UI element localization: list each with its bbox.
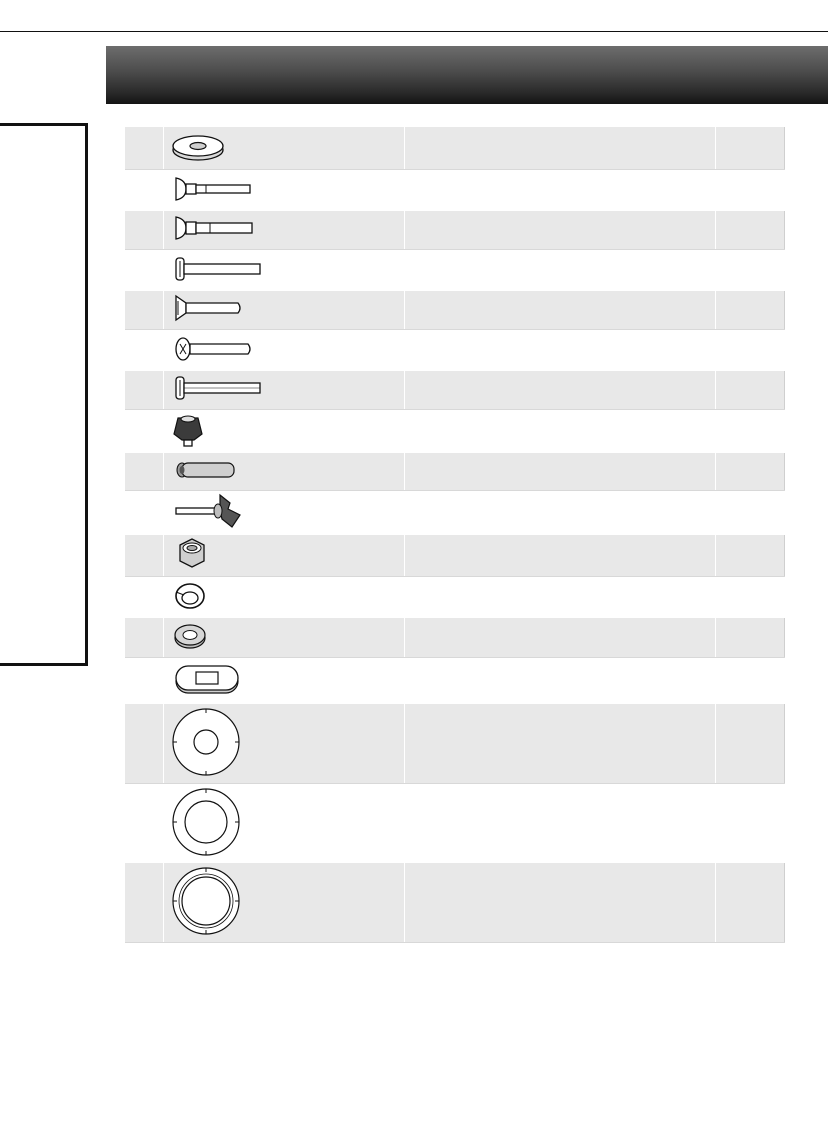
part-image-cell [164,783,405,863]
oval-spacer-washer-icon [170,661,405,700]
part-image-cell [164,169,405,211]
part-number-cell [125,409,164,453]
phillips-pan-head-bolt-xl-icon [170,373,404,406]
knob-nut-icon [170,410,405,453]
part-quantity-cell [716,291,785,329]
part-quantity-cell [716,127,785,169]
part-number-cell [125,618,164,658]
part-quantity-cell [716,704,785,784]
part-description-cell [405,249,716,291]
part-description-cell [405,211,716,249]
parts-table-row [125,211,785,249]
part-quantity-cell [716,211,785,249]
part-description-cell [405,576,716,618]
parts-table-row [125,291,785,329]
part-description-cell [405,535,716,577]
part-quantity-cell [716,658,785,704]
part-quantity-cell [716,491,785,535]
part-quantity-cell [716,371,785,409]
part-description-cell [405,371,716,409]
spacer-ring-large-icon [170,863,404,942]
parts-table-row [125,127,785,169]
part-description-cell [405,618,716,658]
part-image-cell [164,291,405,329]
part-number-cell [125,783,164,863]
part-quantity-cell [716,453,785,491]
part-description-cell [405,863,716,943]
parts-table-row [125,491,785,535]
carriage-bolt-long-icon [170,213,404,246]
part-number-cell [125,371,164,409]
part-quantity-cell [716,863,785,943]
part-number-cell [125,658,164,704]
section-header-band [106,46,828,104]
t-handle-bolt-icon [170,491,405,534]
part-image-cell [164,409,405,453]
parts-table-row [125,658,785,704]
part-image-cell [164,618,405,658]
part-image-cell [164,704,405,784]
part-image-cell [164,211,405,249]
part-image-cell [164,371,405,409]
parts-table-row [125,453,785,491]
part-image-cell [164,576,405,618]
part-number-cell [125,329,164,371]
parts-table-row [125,249,785,291]
parts-table-row [125,704,785,784]
part-description-cell [405,169,716,211]
top-rule [0,31,828,32]
part-quantity-cell [716,783,785,863]
part-quantity-cell [716,329,785,371]
part-description-cell [405,658,716,704]
hex-lock-nut-icon [170,535,404,576]
part-number-cell [125,535,164,577]
part-image-cell [164,863,405,943]
flat-washer-large-icon [170,128,404,167]
part-description-cell [405,453,716,491]
part-quantity-cell [716,249,785,291]
part-description-cell [405,291,716,329]
part-quantity-cell [716,409,785,453]
part-number-cell [125,576,164,618]
part-image-cell [164,658,405,704]
parts-table-row [125,783,785,863]
part-image-cell [164,249,405,291]
part-image-cell [164,535,405,577]
parts-table-row [125,329,785,371]
part-description-cell [405,127,716,169]
part-description-cell [405,704,716,784]
part-description-cell [405,491,716,535]
part-number-cell [125,491,164,535]
part-quantity-cell [716,169,785,211]
part-image-cell [164,127,405,169]
part-image-cell [164,453,405,491]
phillips-pan-head-bolt-long-icon [170,254,405,287]
flat-washer-small-icon [170,618,404,657]
part-quantity-cell [716,535,785,577]
part-quantity-cell [716,618,785,658]
part-number-cell [125,863,164,943]
spacer-ring-medium-icon [170,784,405,863]
part-description-cell [405,783,716,863]
parts-table-row [125,576,785,618]
part-number-cell [125,211,164,249]
carriage-bolt-short-icon [170,174,405,207]
part-quantity-cell [716,576,785,618]
part-image-cell [164,491,405,535]
parts-table-row [125,618,785,658]
countersunk-screw-icon [170,293,404,326]
part-number-cell [125,704,164,784]
parts-table-row [125,169,785,211]
spacer-disc-small-hole-icon [170,704,404,783]
parts-table-row [125,535,785,577]
part-number-cell [125,127,164,169]
phillips-pan-head-bolt-icon [170,334,405,367]
part-description-cell [405,329,716,371]
part-number-cell [125,291,164,329]
part-number-cell [125,169,164,211]
hardware-parts-table [125,127,785,943]
part-number-cell [125,453,164,491]
parts-table-row [125,371,785,409]
barrel-nut-icon [170,458,404,485]
part-number-cell [125,249,164,291]
part-description-cell [405,409,716,453]
side-tab [0,123,88,666]
parts-table-row [125,409,785,453]
parts-table-row [125,863,785,943]
split-lock-washer-icon [170,578,405,617]
part-image-cell [164,329,405,371]
